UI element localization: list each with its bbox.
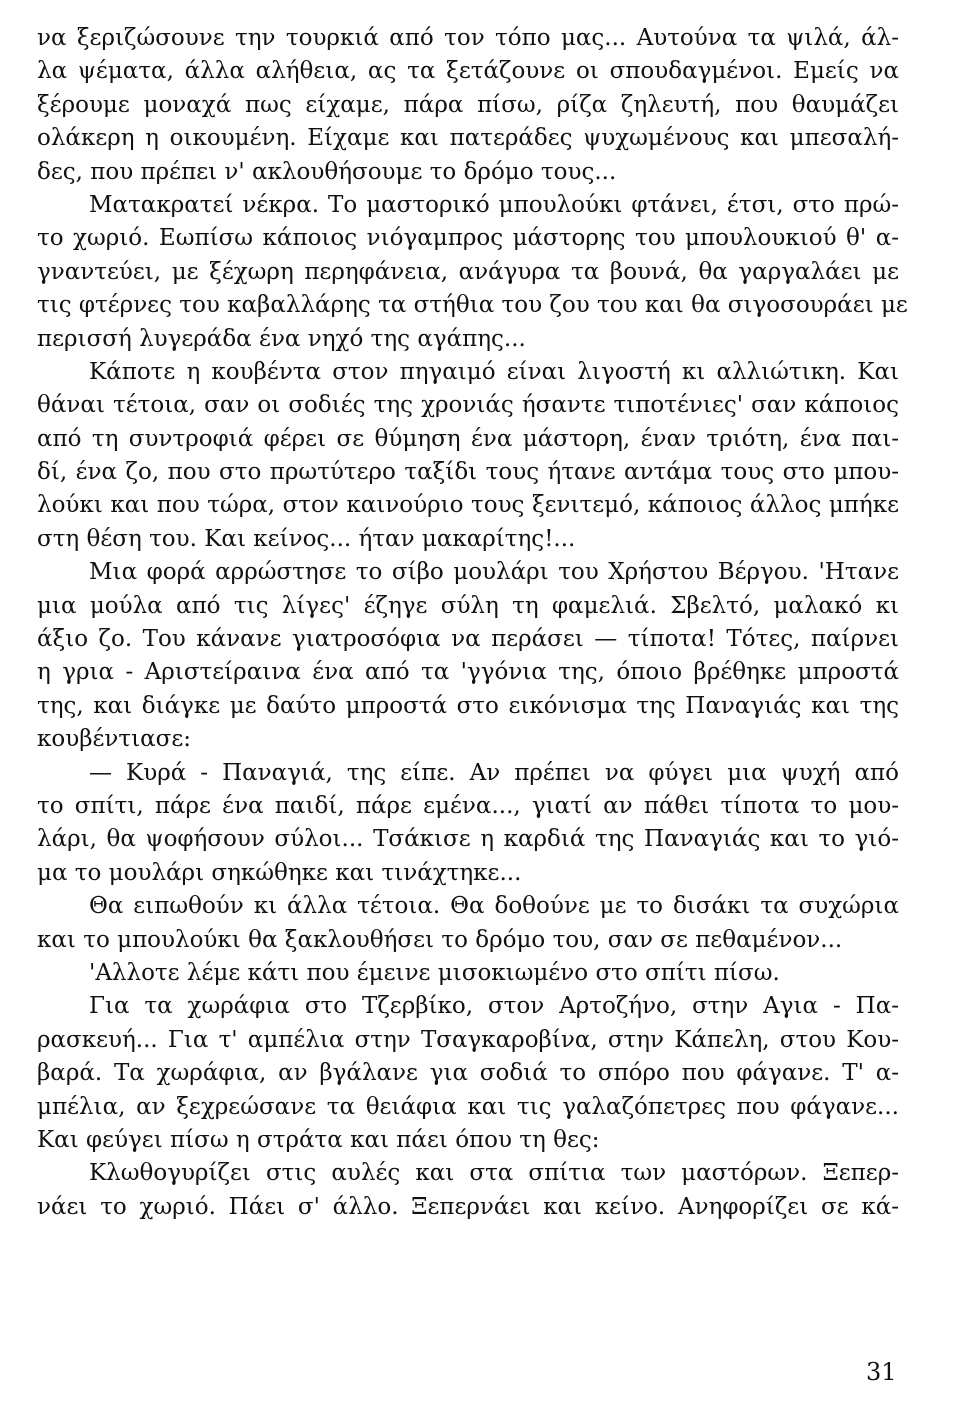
text-line: μα το μουλάρι σηκώθηκε και τινάχτηκε... xyxy=(37,859,522,886)
text-line: από τη συντροφιά φέρει σε θύμηση ένα μάστορη, έναν τριότη, ένα παι- xyxy=(37,425,899,452)
text-line: Κλωθογυρίζει στις αυλές και στα σπίτια των μαστόρων. Ξεπερ- xyxy=(89,1160,899,1187)
text-line: 'Αλλοτε λέμε κάτι που έμεινε μισοκιωμένο στο σπίτι πίσω. xyxy=(89,959,780,986)
text-line: το σπίτι, πάρε ένα παιδί, πάρε εμένα..., γιατί αν πάθει τίποτα το μου- xyxy=(37,792,899,819)
text-line: Θα ειπωθούν κι άλλα τέτοια. Θα δοθούνε με το δισάκι τα συχώρια xyxy=(89,893,899,920)
text-line: λούκι και που τώρα, στον καινούριο τους ξενιτεμό, κάποιος άλλος μπήκε xyxy=(37,492,899,519)
text-line: ολάκερη η οικουμένη. Είχαμε και πατεράδες ψυχωμένους και μπεσαλή- xyxy=(37,125,899,152)
text-line: ρασκευή... Για τ' αμπέλια στην Τσαγκαροβίνα, στην Κάπελη, στου Κου- xyxy=(37,1026,899,1053)
text-line: λάρι, θα ψοφήσουν σύλοι... Τσάκισε η καρδιά της Παναγιάς και το γιό- xyxy=(37,826,899,853)
text-line: θάναι τέτοια, σαν οι σοδιές της χρονιάς ήσαντε τιποτένιες' σαν κάποιος xyxy=(37,392,899,419)
text-line: νάει το χωριό. Πάει σ' άλλο. Ξεπερνάει και κείνο. Ανηφορίζει σε κά- xyxy=(37,1193,899,1220)
page-body xyxy=(37,22,908,1224)
text-line: κουβέντιασε: xyxy=(37,726,192,753)
text-line: της, και διάγκε με δαύτο μπροστά στο εικόνισμα της Παναγιάς και της xyxy=(37,692,899,719)
text-line: Ματακρατεί νέκρα. Το μαστορικό μπουλούκι φτάνει, έτσι, στο πρώ- xyxy=(89,191,899,218)
text-line: Κάποτε η κουβέντα στον πηγαιμό είναι λιγοστή κι αλλιώτικη. Και xyxy=(89,358,899,385)
text-line: το χωριό. Εωπίσω κάποιος νιόγαμπρος μάστορης του μπουλουκιού θ' α- xyxy=(37,225,899,252)
text-line: να ξεριζώσουνε την τουρκιά από τον τόπο μας... Αυτούνα τα ψιλά, άλ- xyxy=(37,25,899,51)
text-line: δες, που πρέπει ν' ακλουθήσουμε το δρόμο τους... xyxy=(37,158,617,185)
text-line: γναντεύει, με ξέχωρη περηφάνεια, ανάγυρα τα βουνά, θα γαργαλάει με xyxy=(37,258,899,285)
text-line: άξιο ζο. Του κάνανε γιατροσόφια να περάσει — τίποτα! Τότες, παίρνει xyxy=(37,626,899,653)
text-line: μπέλια, αν ξεχρεώσανε τα θειάφια και τις γαλαζόπετρες που φάγανε... xyxy=(37,1093,899,1120)
text-line: — Κυρά - Παναγιά, της είπε. Αν πρέπει να φύγει μια ψυχή από xyxy=(89,759,899,786)
text-line: Και φεύγει πίσω η στράτα και πάει όπου τη θες: xyxy=(37,1126,600,1153)
text-line: βαρά. Τα χωράφια, αν βγάλανε για σοδιά το σπόρο που φάγανε. Τ' α- xyxy=(37,1060,899,1087)
text-line: λα ψέματα, άλλα αλήθεια, ας τα ξετάζουνε οι σπουδαγμένοι. Εμείς να xyxy=(37,58,899,85)
text-line: Για τα χωράφια στο Τζερβίκο, στον Αρτοζήνο, στην Αγια - Πα- xyxy=(89,993,899,1020)
text-line: η γρια - Αριστείραινα ένα από τα 'γγόνια της, όποιο βρέθηκε μπροστά xyxy=(37,659,899,686)
text-line: ξέρουμε μοναχά πως είχαμε, πάρα πίσω, ρίζα ζηλευτή, που θαυμάζει xyxy=(37,91,899,118)
text-line: περισσή λυγεράδα ένα νηχό της αγάπης... xyxy=(37,325,526,352)
text-line: στη θέση του. Και κείνος... ήταν μακαρίτης!... xyxy=(37,525,576,552)
text-line: και το μπουλούκι θα ξακλουθήσει το δρόμο του, σαν σε πεθαμένον... xyxy=(37,926,843,953)
page-number: 31 xyxy=(866,1358,897,1386)
text-line: δί, ένα ζο, που στο πρωτύτερο ταξίδι τους ήτανε αντάμα τους στο μπου- xyxy=(37,459,899,486)
text-line: τις φτέρνες του καβαλλάρης τα στήθια του ζου του και θα σιγοσουράει με xyxy=(37,292,908,319)
text-line: Μια φορά αρρώστησε το σίβο μουλάρι του Χρήστου Βέργου. 'Ητανε xyxy=(89,559,899,586)
text-line: μια μούλα από τις λίγες' έζηγε σύλη τη φαμελιά. Σβελτό, μαλακό κι xyxy=(37,592,899,619)
